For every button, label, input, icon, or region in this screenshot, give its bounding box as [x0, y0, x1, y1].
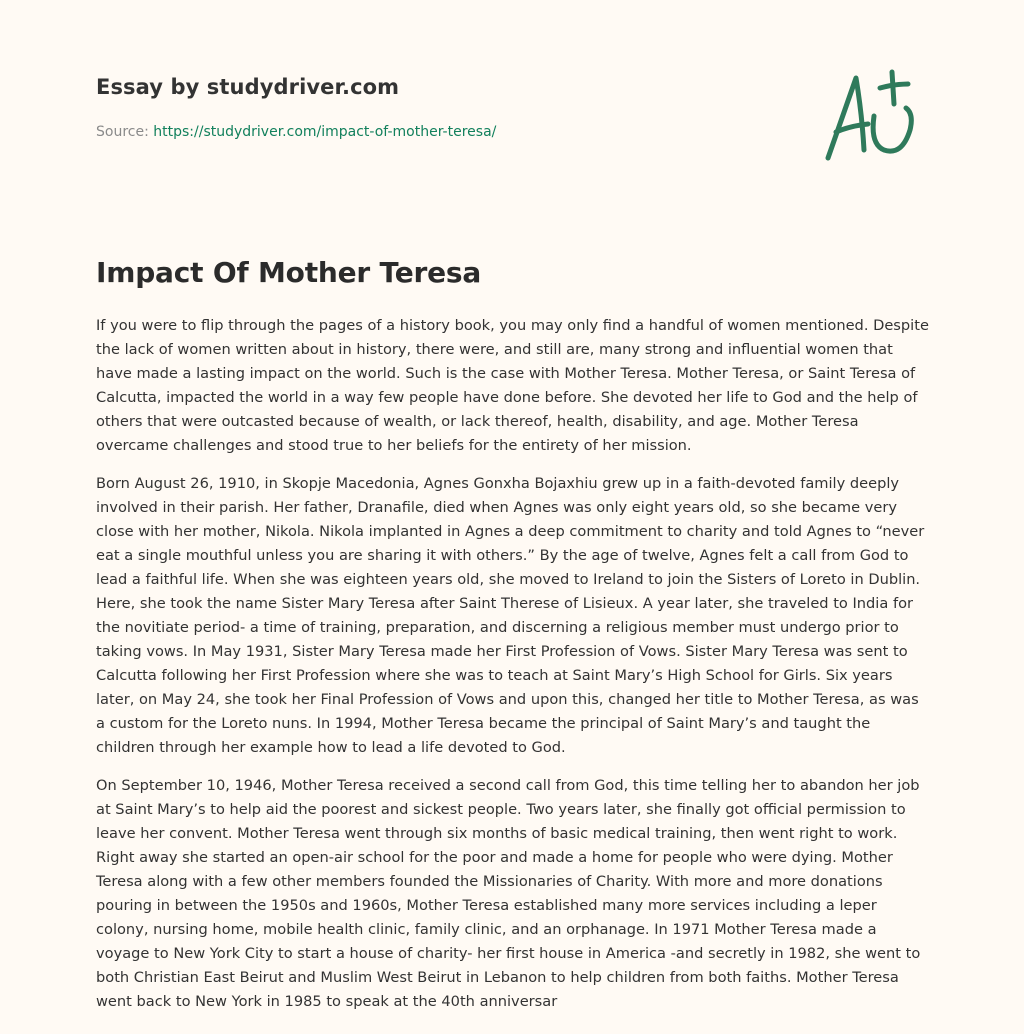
essay-paragraph-1: If you were to flip through the pages of a history book, you may only find a handful of women mentioned. Despite the lack of women written about in history, there were, and still are, many strong and influential women that have made a lasting impact on the world. Such is the case with Mother Teresa. Mother Teresa, or Saint Teresa of Calcutta, impacted the world in a way few people have done before. She devoted her life to God and the help of others that were outcasted because of wealth, or lack thereof, health, disability, and age. Mother Teresa overcame challenges and stood true to her beliefs for the entirety of her mission. — [96, 317, 929, 454]
essay-page — [96, 0, 932, 1034]
source-label: Source: — [96, 124, 149, 140]
site-title: Essay by studydriver.com — [96, 75, 400, 99]
essay-title: Impact Of Mother Teresa — [96, 256, 482, 289]
source-link[interactable]: https://studydriver.com/impact-of-mother-teresa/ — [153, 124, 497, 140]
essay-body — [96, 314, 932, 1028]
essay-paragraph-3: On September 10, 1946, Mother Teresa received a second call from God, this time telling her to abandon her job at Saint Mary’s to help aid the poorest and sickest people. Two years later, she finally got official permission to leave her convent. Mother Teresa went through six months of basic medical training, then went right to work. Right away she started an open-air school for the poor and made a home for people who were dying. Mother Teresa along with a few other members founded the Missionaries of Charity. With more and more donations pouring in between the 1950s and 1960s, Mother Teresa established many more services including a leper colony, nursing home, mobile health clinic, family clinic, and an orphanage. In 1971 Mother Teresa made a voyage to New York City to start a house of charity- her first house in America -and secretly in 1982, she went to both Christian East Beirut and Muslim West Beirut in Lebanon to help children from both faiths. Mother Teresa went back to New York in 1985 to speak at the 40th anniversar — [96, 777, 921, 1010]
source-line — [96, 124, 496, 140]
essay-paragraph-2: Born August 26, 1910, in Skopje Macedonia, Agnes Gonxha Bojaxhiu grew up in a faith-devoted family deeply involved in their parish. Her father, Dranafile, died when Agnes was only eight years old, so she became very close with her mother, Nikola. Nikola implanted in Agnes a deep commitment to charity and told Agnes to “never eat a single mouthful unless you are sharing it with others.” By the age of twelve, Agnes felt a call from God to lead a faithful life. When she was eighteen years old, she moved to Ireland to join the Sisters of Loreto in Dublin. Here, she took the name Sister Mary Teresa after Saint Therese of Lisieux. A year later, she traveled to India for the novitiate period- a time of training, preparation, and discerning a religious member must undergo prior to taking vows. In May 1931, Sister Mary Teresa made her First Profession of Vows. Sister Mary Teresa was sent to Calcutta following her First Profession where she was to teach at Saint Mary’s High School for Girls. Six years later, on May 24, she took her Final Profession of Vows and upon this, changed her title to Mother Teresa, as was a custom for the Loreto nuns. In 1994, Mother Teresa became the principal of Saint Mary’s and taught the children through her example how to lead a life devoted to God. — [96, 475, 925, 756]
a-plus-logo-icon — [818, 66, 922, 166]
